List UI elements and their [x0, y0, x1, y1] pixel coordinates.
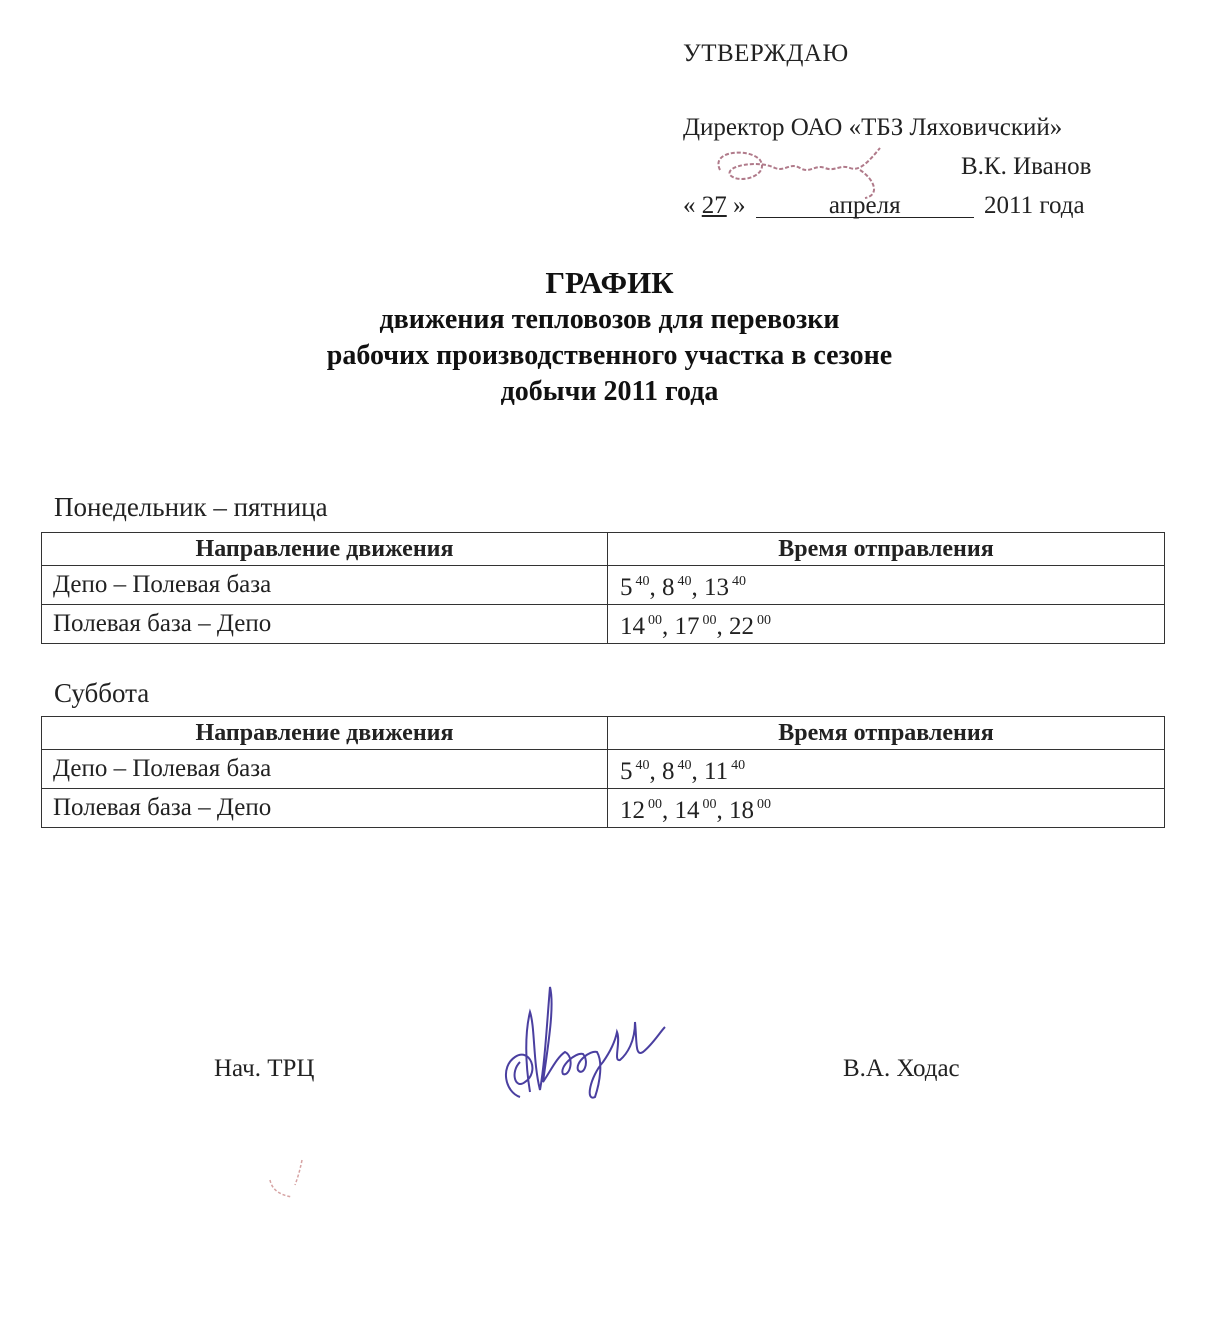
time-value: 22 $^{00}$	[729, 613, 771, 640]
table-row	[42, 566, 1165, 605]
section-label-weekdays: Понедельник – пятница	[54, 492, 328, 522]
head-signature-icon	[485, 982, 675, 1112]
time-value: 13 $^{40}$	[704, 574, 746, 601]
column-header-direction: Направление движения	[42, 533, 608, 566]
column-header-departure-time: Время отправления	[608, 717, 1165, 750]
table-header-row	[42, 533, 1165, 566]
time-value: 12 $^{00}$	[620, 797, 662, 824]
direction-cell: Депо – Полевая база	[42, 566, 608, 605]
title-main: ГРАФИК	[545, 265, 674, 300]
date-close-quote: »	[733, 192, 746, 219]
times-cell: 5 $^{40}$, 8 $^{40}$, 13 $^{40}$	[608, 566, 1165, 605]
time-value: 8 $^{40}$	[662, 758, 692, 785]
title-line-3: добычи 2011 года	[500, 376, 719, 407]
direction-cell: Депо – Полевая база	[42, 750, 608, 789]
times-cell: 14 $^{00}$, 17 $^{00}$, 22 $^{00}$	[608, 605, 1165, 644]
scan-mark-icon	[262, 1155, 322, 1205]
table-row	[42, 605, 1165, 644]
approve-heading: УТВЕРЖДАЮ	[683, 40, 849, 67]
time-value: 14 $^{00}$	[620, 613, 662, 640]
date-open-quote: «	[683, 192, 696, 219]
time-value: 8 $^{40}$	[662, 574, 692, 601]
table-row	[42, 789, 1165, 828]
time-value: 14 $^{00}$	[674, 797, 717, 824]
table-header-row	[42, 717, 1165, 750]
times-cell: 5 $^{40}$, 8 $^{40}$, 11 $^{40}$	[608, 750, 1165, 789]
time-value: 17 $^{00}$	[674, 613, 717, 640]
direction-cell: Полевая база – Депо	[42, 605, 608, 644]
time-value: 11 $^{40}$	[704, 758, 746, 785]
director-signature-icon	[700, 140, 900, 200]
title-line-1: движения тепловозов для перевозки	[379, 304, 840, 335]
title-line-2: рабочих производственного участка в сезоне	[326, 340, 893, 371]
time-value: 5 $^{40}$	[620, 574, 650, 601]
schedule-table-saturday	[41, 716, 1165, 828]
date-day: 27	[701, 192, 727, 219]
column-header-departure-time: Время отправления	[608, 533, 1165, 566]
date-year: 2011 года	[984, 192, 1085, 219]
date-month: апреля	[756, 195, 974, 218]
director-title: Директор ОАО «ТБЗ Ляховичский»	[683, 114, 1063, 141]
signer-name: В.А. Ходас	[843, 1055, 960, 1082]
direction-cell: Полевая база – Депо	[42, 789, 608, 828]
time-value: 5 $^{40}$	[620, 758, 650, 785]
table-row	[42, 750, 1165, 789]
column-header-direction: Направление движения	[42, 717, 608, 750]
time-value: 18 $^{00}$	[729, 797, 771, 824]
director-name: В.К. Иванов	[961, 153, 1092, 180]
times-cell: 12 $^{00}$, 14 $^{00}$, 18 $^{00}$	[608, 789, 1165, 828]
document-title	[0, 264, 1219, 410]
schedule-table-weekdays	[41, 532, 1165, 644]
signer-position: Нач. ТРЦ	[214, 1055, 315, 1082]
section-label-saturday: Суббота	[54, 678, 150, 708]
